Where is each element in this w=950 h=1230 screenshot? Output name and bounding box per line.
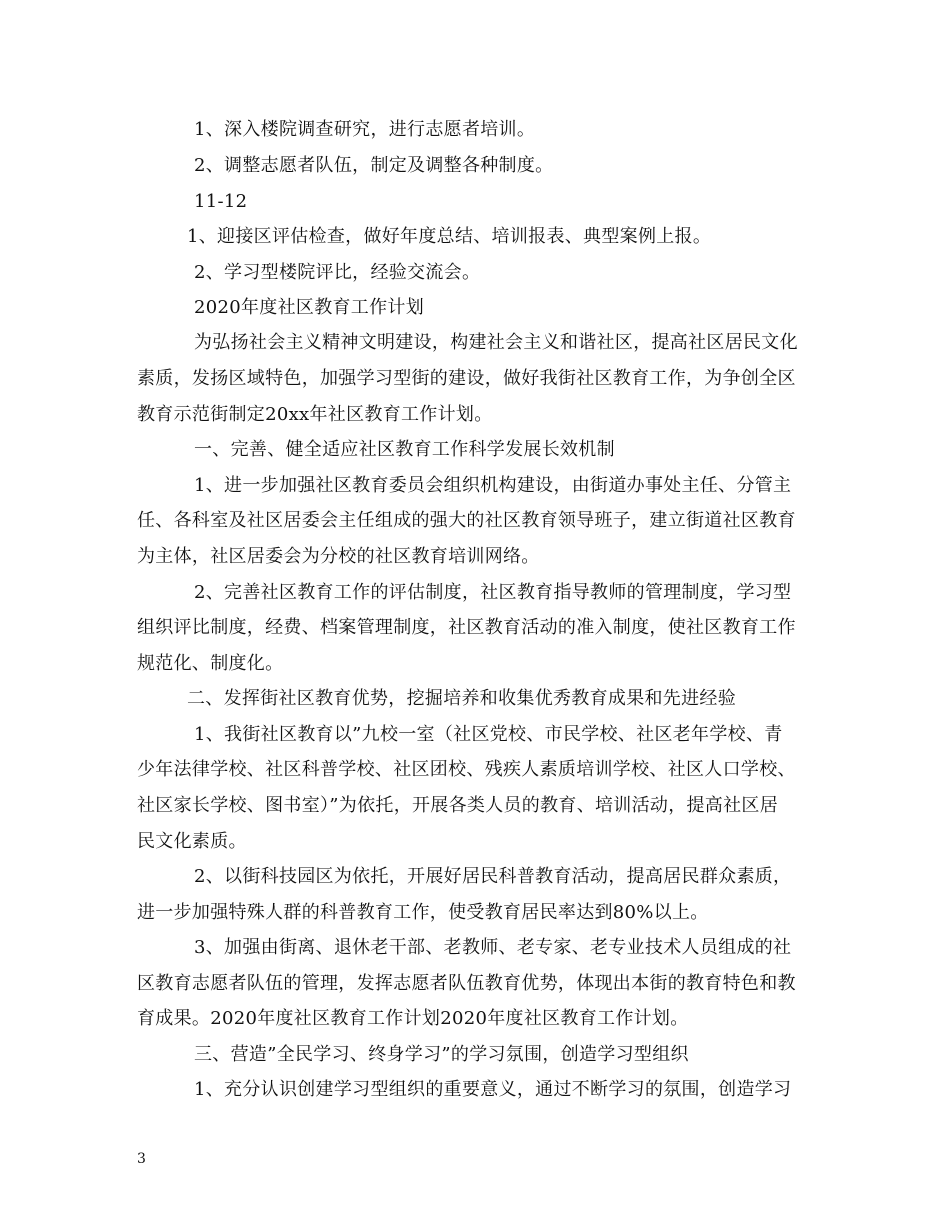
text-line: 规范化、制度化。 <box>137 653 284 674</box>
text-line: 育成果。2020年度社区教育工作计划2020年度社区教育工作计划。 <box>137 1008 689 1029</box>
text-line: 社区家长学校、图书室）”为依托，开展各类人员的教育、培训活动，提高社区居 <box>137 795 778 816</box>
page-number: 3 <box>137 1151 146 1167</box>
text-line: 少年法律学校、社区科普学校、社区团校、残疾人素质培训学校、社区人口学校、 <box>137 759 796 780</box>
text-line: 任、各科室及社区居委会主任组成的强大的社区教育领导班子，建立街道社区教育 <box>137 510 796 531</box>
text-line: 素质，发扬区域特色，加强学习型街的建设，做好我街社区教育工作，为争创全区 <box>137 368 796 389</box>
text-line: 11-12 <box>194 191 248 212</box>
text-line: 3、加强由街离、退休老干部、老教师、老专家、老专业技术人员组成的社 <box>194 937 792 958</box>
text-line: 1、我街社区教育以”九校一室（社区党校、市民学校、社区老年学校、青 <box>194 724 783 745</box>
text-line: 组织评比制度，经费、档案管理制度，社区教育活动的准入制度，使社区教育工作 <box>137 617 796 638</box>
text-line: 2、调整志愿者队伍，制定及调整各种制度。 <box>194 155 554 176</box>
text-line: 1、进一步加强社区教育委员会组织机构建设，由街道办事处主任、分管主 <box>194 475 792 496</box>
heading-line: 一、完善、健全适应社区教育工作科学发展长效机制 <box>194 439 615 460</box>
text-line: 为主体，社区居委会为分校的社区教育培训网络。 <box>137 546 540 567</box>
text-line: 区教育志愿者队伍的管理，发挥志愿者队伍教育优势，体现出本街的教育特色和教 <box>137 973 796 994</box>
heading-line: 三、营造”全民学习、终身学习”的学习氛围，创造学习型组织 <box>194 1044 689 1065</box>
text-line: 2、学习型楼院评比，经验交流会。 <box>194 262 481 283</box>
text-line: 2、以街科技园区为依托，开展好居民科普教育活动，提高居民群众素质， <box>194 866 792 887</box>
heading-line: 二、发挥街社区教育优势，挖掘培养和收集优秀教育成果和先进经验 <box>187 688 736 709</box>
text-line: 民文化素质。 <box>137 831 247 852</box>
text-line: 1、充分认识创建学习型组织的重要意义，通过不断学习的氛围，创造学习 <box>194 1079 792 1100</box>
text-line: 1、深入楼院调查研究，进行志愿者培训。 <box>194 119 536 140</box>
text-line: 教育示范街制定20xx年社区教育工作计划。 <box>137 404 493 425</box>
text-line: 2、完善社区教育工作的评估制度，社区教育指导教师的管理制度，学习型 <box>194 582 792 603</box>
section-title: 2020年度社区教育工作计划 <box>194 297 425 318</box>
text-line: 1、迎接区评估检查，做好年度总结、培训报表、典型案例上报。 <box>187 226 712 247</box>
text-line: 为弘扬社会主义精神文明建设，构建社会主义和谐社区，提高社区居民文化 <box>194 332 798 353</box>
text-line: 进一步加强特殊人群的科普教育工作，使受教育居民率达到80%以上。 <box>137 902 709 923</box>
